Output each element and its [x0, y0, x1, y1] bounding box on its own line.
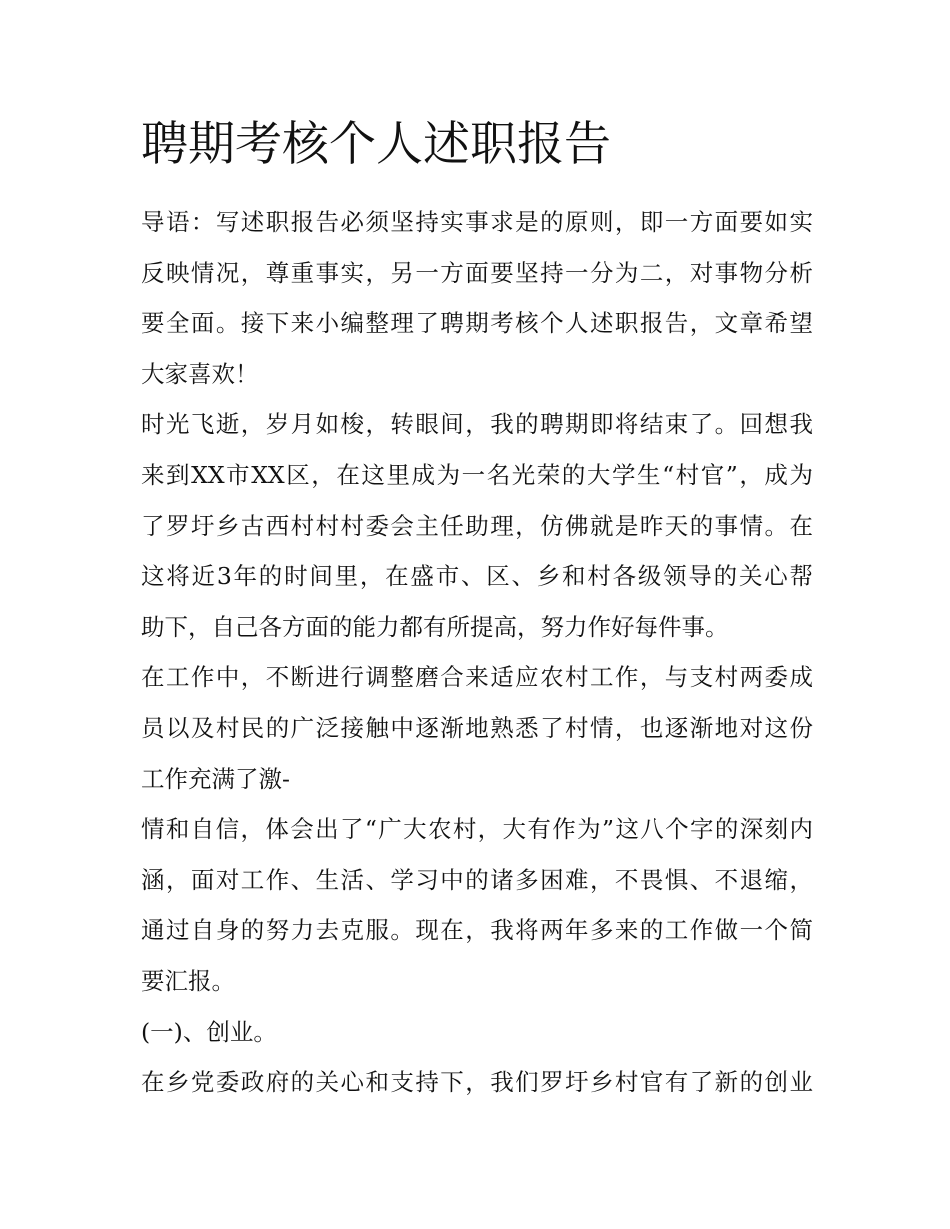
text-line: 来到XX市XX区，在这里成为一名光荣的大学生“村官”，成为	[141, 460, 813, 489]
text-line: 情和自信，体会出了“广大农村，大有作为”这八个字的深刻内	[141, 815, 813, 844]
document-title: 聘期考核个人述职报告	[141, 117, 611, 172]
document-body	[141, 197, 813, 1108]
text-line: 了罗圩乡古西村村村委会主任助理，仿佛就是昨天的事情。在	[141, 511, 813, 540]
text-line: 工作充满了激-	[141, 764, 290, 793]
text-line: 大家喜欢！	[141, 359, 259, 388]
text-line: 这将近3年的时间里，在盛市、区、乡和村各级领导的关心帮	[141, 562, 813, 591]
text-line: 在乡党委政府的关心和支持下，我们罗圩乡村官有了新的创业	[141, 1068, 813, 1097]
text-line: 反映情况，尊重事实，另一方面要坚持一分为二，对事物分析	[141, 258, 813, 287]
text-line: 要全面。接下来小编整理了聘期考核个人述职报告，文章希望	[141, 309, 813, 338]
text-line: 导语：写述职报告必须坚持实事求是的原则，即一方面要如实	[141, 208, 813, 236]
text-line: 要汇报。	[141, 966, 235, 995]
text-line: 在工作中，不断进行调整磨合来适应农村工作，与支村两委成	[141, 663, 813, 692]
text-line: 通过自身的努力去克服。现在，我将两年多来的工作做一个简	[141, 916, 813, 945]
text-line: (一)、创业。	[141, 1017, 277, 1046]
text-line: 助下，自己各方面的能力都有所提高，努力作好每件事。	[141, 612, 729, 641]
text-line: 时光飞逝，岁月如梭，转眼间，我的聘期即将结束了。回想我	[141, 410, 813, 439]
text-line: 员以及村民的广泛接触中逐渐地熟悉了村情，也逐渐地对这份	[141, 713, 813, 742]
text-line: 涵，面对工作、生活、学习中的诸多困难，不畏惧、不退缩，	[141, 865, 813, 894]
